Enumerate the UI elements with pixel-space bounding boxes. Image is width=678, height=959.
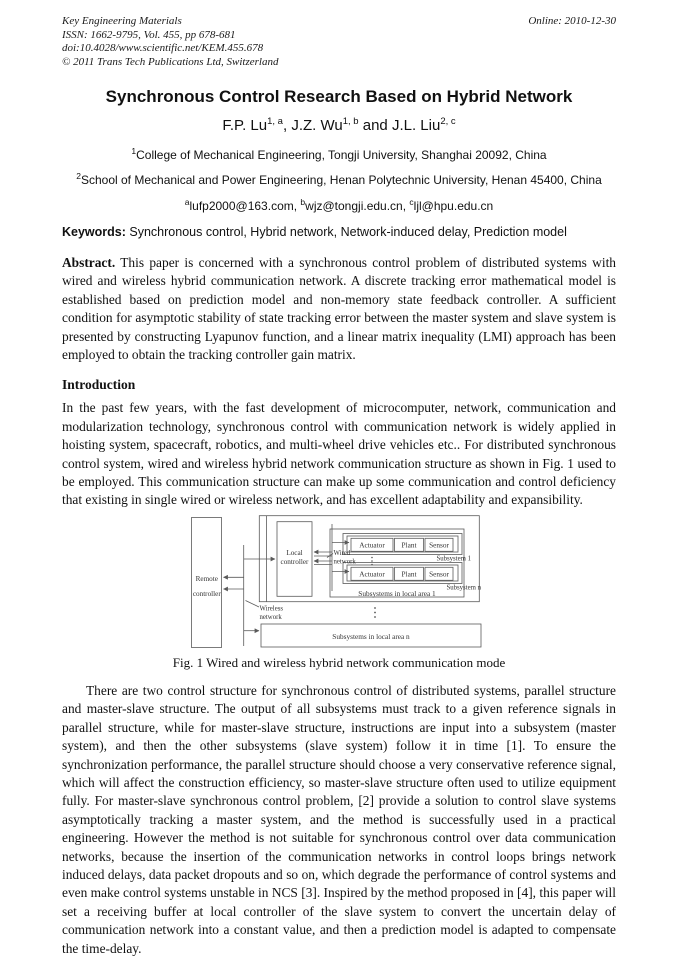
intro-paragraph-2: There are two control structure for synchronous control of distributed systems, parallel structure and master-slave structure. The output of all subsystems must track to a given reference signals in parallel structure, while for master-slave structure, instructions are input into a subsystem (master system), and then the other subsystems (slave system) follow it in time [1]. To ensure the synchronization performance, the parallel structure should choose a very conservative reference signal, which will affect the construction efficiency, so master-slave structure often used to utilize equipment fully. For master-slave synchronous control problem, [2] provide a solution to control slave systems asymptotically tracking a master system, and the method is successfully used in a practical engineering. However the method is not suitable for synchronous control over data communication networks, because the insertion of the communication networks in control loops brings network induced delays, data packet dropouts and so on, which degrade the performance of control systems and even make control systems unstable in NCS [3]. Inspired by the method proposed in [4], this paper will set a receiving buffer at local controller of the slave system to convert the uncertain delay of communication network into a constant value, and then a prediction model is adapted to compensate the time-delay. <box>62 682 616 956</box>
author-3: J.L. Liu <box>391 117 441 134</box>
affiliation-1-superscript: 1 <box>131 146 137 156</box>
author-2: J.Z. Wu <box>291 117 343 134</box>
email-c-superscript: c <box>409 197 414 207</box>
journal-name: Key Engineering Materials <box>62 15 182 27</box>
author-3-superscript: 2, c <box>440 116 456 127</box>
email-b-text: wjz@tongji.edu.cn, <box>305 199 407 213</box>
paper-title: Synchronous Control Research Based on Hybrid Network <box>105 87 573 106</box>
sensor-label-1: Sensor <box>429 540 449 550</box>
subsystem-n-label: Subsystem n <box>446 584 481 592</box>
plant-label-2: Plant <box>401 569 417 579</box>
doi-line: doi:10.4028/www.scientific.net/KEM.455.678 <box>62 42 264 54</box>
email-a-text: lufp2000@163.com, <box>189 199 298 213</box>
area-1-label: Subsystems in local area 1 <box>358 588 436 598</box>
remote-controller-label-line1: Remote <box>195 574 218 583</box>
wired-network-label-line1: Wired <box>333 549 351 557</box>
plant-label-1: Plant <box>401 540 417 550</box>
keywords-line <box>62 224 616 240</box>
copyright-line: © 2011 Trans Tech Publications Ltd, Switzerland <box>62 55 279 68</box>
abstract-paragraph <box>62 254 616 364</box>
online-date: Online: 2010-12-30 <box>528 15 616 27</box>
affiliation-1 <box>62 144 616 163</box>
affiliation-2-superscript: 2 <box>76 171 81 181</box>
wireless-network-label-line2: network <box>259 613 282 621</box>
keywords-text: Synchronous control, Hybrid network, Network-induced delay, Prediction model <box>129 225 567 239</box>
email-a <box>185 199 297 213</box>
author-separator-1: , <box>282 117 292 134</box>
email-b-superscript: b <box>300 197 306 207</box>
subsystem-1-label: Subsystem 1 <box>436 555 471 563</box>
email-c <box>409 199 493 213</box>
author-separator-2: and <box>358 117 392 134</box>
author-2-superscript: 1, b <box>342 116 359 127</box>
actuator-label-2: Actuator <box>359 569 385 579</box>
introduction-heading: Introduction <box>62 377 136 393</box>
affiliation-1-text: College of Mechanical Engineering, Tongji University, Shanghai 20092, China <box>136 148 547 162</box>
keywords-label: Keywords: <box>62 225 126 239</box>
author-line <box>62 112 616 135</box>
email-c-text: ljl@hpu.edu.cn <box>413 199 494 213</box>
area-n-label: Subsystems in local area n <box>332 631 410 641</box>
figure-1-caption: Fig. 1 Wired and wireless hybrid network communication mode <box>172 654 506 670</box>
figure-1 <box>191 512 487 652</box>
remote-controller-label-line2: controller <box>192 589 221 598</box>
local-controller-label-line1: Local <box>286 548 303 557</box>
intro-paragraph-1: In the past few years, with the fast development of microcomputer, network, communication and modularization technology, synchronous control with communication network is widely applied in hoisting system, spacecraft, robotics, and multi-wheel drive vehicles etc.. For distributed synchronous control system, wired and wireless hybrid network communication structure as shown in Fig. 1 used to be employed. This communication structure can make up some communication and control deficiency that existing in single wired or wireless network, and has excellent adaptability and expansibility. <box>62 400 616 508</box>
sensor-label-2: Sensor <box>429 569 449 579</box>
wireless-label-pointer-line <box>246 600 260 607</box>
author-1: F.P. Lu <box>222 117 268 134</box>
wireless-network-label-line1: Wireless <box>259 605 284 613</box>
email-line <box>62 195 616 214</box>
author-1-superscript: 1, a <box>267 116 283 127</box>
affiliation-2 <box>62 169 616 188</box>
abstract-label: Abstract. <box>62 255 116 270</box>
email-b <box>300 199 406 213</box>
actuator-label-1: Actuator <box>359 540 385 550</box>
email-a-superscript: a <box>184 197 190 207</box>
journal-header <box>62 0 616 69</box>
issn-line: ISSN: 1662-9795, Vol. 455, pp 678-681 <box>62 28 236 41</box>
journal-header-left <box>62 15 278 69</box>
abstract-text: This paper is concerned with a synchronous control problem of distributed systems with wired and wireless hybrid communication network. A discrete tracking error mathematical model is established based on prediction model and non-memory state feedback controller. A sufficient condition for asymptotic stability of state tracking error between the master system and slave system is presented by constructing Lyapunov function, and a linear matrix inequality (LMI) approach has been employed to obtain the tracking controller gain matrix. <box>62 255 616 363</box>
ellipsis-dots <box>371 557 376 618</box>
figure-1-diagram <box>191 512 487 652</box>
affiliation-2-text: School of Mechanical and Power Engineering, Henan Polytechnic University, Henan 45400, China <box>80 173 602 187</box>
local-controller-label-line2: controller <box>280 557 309 566</box>
wired-network-label-line2: network <box>333 558 356 566</box>
